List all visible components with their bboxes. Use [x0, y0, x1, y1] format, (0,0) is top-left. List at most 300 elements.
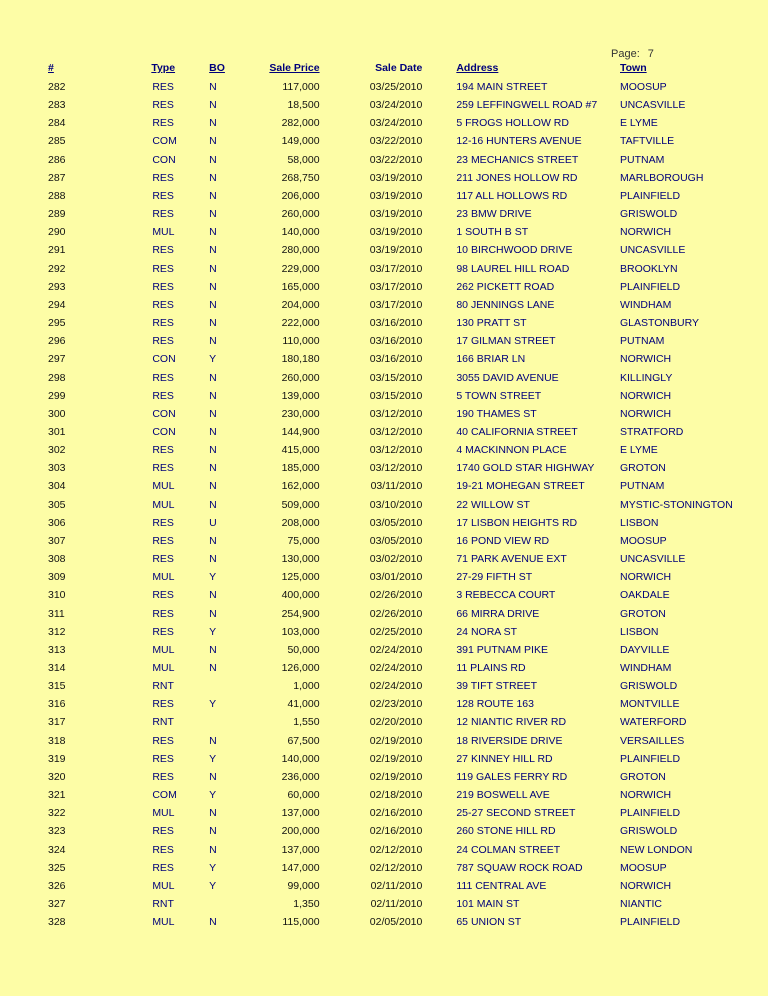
cell-town: PLAINFIELD	[620, 752, 681, 765]
cell-sale-price: 400,000	[281, 589, 320, 602]
cell-sale-date: 02/20/2010	[369, 716, 423, 729]
cell-sale-date: 02/23/2010	[369, 698, 423, 711]
cell-bo: N	[209, 226, 217, 239]
cell-number: 296	[48, 335, 66, 348]
cell-sale-price: 254,900	[281, 607, 320, 620]
cell-address: 24 NORA ST	[456, 625, 518, 638]
cell-sale-price: 137,000	[281, 807, 320, 820]
cell-number: 295	[48, 317, 66, 330]
cell-number: 304	[48, 480, 66, 493]
table-row	[0, 659, 768, 677]
cell-sale-date: 03/17/2010	[369, 298, 423, 311]
table-row	[0, 514, 768, 532]
cell-sale-price: 137,000	[281, 843, 320, 856]
table-row	[0, 423, 768, 441]
cell-number: 316	[48, 698, 66, 711]
table-row	[0, 641, 768, 659]
cell-type: MUL	[152, 643, 175, 656]
cell-sale-date: 03/12/2010	[369, 444, 423, 457]
cell-number: 310	[48, 589, 66, 602]
cell-sale-price: 185,000	[281, 462, 320, 475]
cell-address: 23 BMW DRIVE	[456, 208, 532, 221]
cell-sale-price: 147,000	[281, 861, 320, 874]
cell-number: 325	[48, 861, 66, 874]
cell-bo: N	[209, 117, 217, 130]
cell-address: 98 LAUREL HILL ROAD	[456, 262, 570, 275]
cell-type: COM	[152, 789, 177, 802]
cell-sale-date: 02/24/2010	[369, 680, 423, 693]
cell-type: RES	[152, 99, 174, 112]
page-number: 7	[647, 48, 654, 60]
cell-sale-date: 03/11/2010	[370, 480, 423, 493]
cell-number: 327	[48, 898, 66, 911]
cell-number: 314	[48, 662, 66, 674]
cell-type: RES	[152, 534, 174, 547]
cell-sale-price: 140,000	[281, 226, 320, 239]
cell-sale-price: 58,000	[287, 153, 320, 166]
cell-address: 80 JENNINGS LANE	[456, 298, 555, 311]
cell-number: 323	[48, 825, 66, 838]
cell-sale-date: 02/16/2010	[369, 825, 423, 838]
cell-bo: N	[209, 770, 217, 783]
cell-sale-date: 02/24/2010	[369, 662, 423, 674]
cell-address: 23 MECHANICS STREET	[456, 153, 579, 166]
cell-type: CON	[152, 153, 176, 166]
cell-number: 308	[48, 553, 66, 566]
cell-type: RES	[152, 462, 174, 475]
cell-type: RES	[152, 444, 174, 457]
cell-number: 306	[48, 516, 66, 529]
cell-sale-price: 260,000	[281, 371, 320, 384]
cell-number: 297	[48, 353, 66, 366]
cell-address: 71 PARK AVENUE EXT	[456, 553, 567, 566]
cell-town: PUTNAM	[620, 335, 665, 348]
cell-bo: N	[209, 607, 217, 620]
table-body	[0, 78, 768, 931]
table-row	[0, 586, 768, 604]
cell-type: RES	[152, 553, 174, 566]
cell-sale-date: 02/11/2010	[370, 898, 423, 911]
cell-sale-date: 03/22/2010	[369, 135, 423, 148]
cell-address: 211 JONES HOLLOW RD	[456, 171, 578, 184]
cell-type: COM	[152, 135, 177, 148]
cell-number: 284	[48, 117, 66, 130]
cell-sale-price: 110,000	[282, 335, 320, 348]
cell-type: MUL	[152, 807, 175, 820]
table-row	[0, 550, 768, 568]
cell-number: 320	[48, 770, 66, 783]
cell-town: KILLINGLY	[620, 371, 673, 384]
cell-bo: N	[209, 189, 217, 202]
cell-bo: N	[209, 298, 217, 311]
table-row	[0, 605, 768, 623]
cell-sale-date: 02/25/2010	[369, 625, 423, 638]
cell-sale-date: 03/17/2010	[369, 280, 423, 293]
cell-number: 305	[48, 498, 66, 511]
cell-type: CON	[152, 407, 176, 420]
cell-type: RES	[152, 516, 174, 529]
table-row	[0, 151, 768, 169]
table-row	[0, 859, 768, 877]
cell-type: MUL	[152, 662, 175, 674]
cell-type: RNT	[152, 898, 174, 911]
cell-number: 293	[48, 280, 66, 293]
header-town: Town	[620, 62, 647, 74]
cell-town: VERSAILLES	[620, 734, 685, 747]
cell-bo: N	[209, 317, 217, 330]
cell-bo	[196, 713, 233, 731]
cell-bo: Y	[209, 879, 217, 892]
cell-bo: N	[209, 371, 217, 384]
cell-town: WINDHAM	[620, 662, 672, 674]
cell-number: 322	[48, 807, 66, 820]
cell-address: 11 PLAINS RD	[456, 662, 526, 674]
cell-bo: Y	[209, 752, 217, 765]
cell-sale-date: 03/25/2010	[369, 81, 423, 93]
table-row	[0, 369, 768, 387]
cell-town: MOOSUP	[620, 861, 667, 874]
cell-sale-date: 02/12/2010	[369, 843, 423, 856]
table-row	[0, 260, 768, 278]
cell-town: NORWICH	[620, 879, 672, 892]
cell-address: 194 MAIN STREET	[456, 81, 548, 93]
cell-address: 260 STONE HILL RD	[456, 825, 556, 838]
cell-town: DAYVILLE	[620, 643, 670, 656]
cell-sale-date: 03/19/2010	[369, 244, 423, 257]
cell-bo: N	[209, 589, 217, 602]
table-row	[0, 78, 768, 96]
cell-sale-date: 03/15/2010	[369, 389, 423, 402]
table-row	[0, 350, 768, 368]
table-row	[0, 532, 768, 550]
cell-sale-date: 02/19/2010	[369, 734, 423, 747]
cell-address: 16 POND VIEW RD	[456, 534, 550, 547]
cell-number: 292	[48, 262, 66, 275]
cell-sale-price: 75,000	[287, 534, 320, 547]
cell-town: WINDHAM	[620, 298, 672, 311]
cell-bo	[196, 677, 233, 695]
cell-sale-date: 02/19/2010	[369, 752, 423, 765]
cell-number: 303	[48, 462, 66, 475]
table-row	[0, 895, 768, 913]
cell-sale-date: 03/24/2010	[369, 99, 423, 112]
table-row	[0, 786, 768, 804]
cell-number: 283	[48, 99, 66, 112]
cell-bo: N	[209, 462, 217, 475]
cell-number: 300	[48, 407, 66, 420]
sales-table	[0, 59, 768, 931]
cell-address: 65 UNION ST	[456, 916, 522, 929]
cell-address: 166 BRIAR LN	[456, 353, 526, 366]
cell-number: 298	[48, 371, 66, 384]
cell-type: RES	[152, 189, 174, 202]
cell-town: PUTNAM	[620, 480, 665, 493]
cell-address: 66 MIRRA DRIVE	[456, 607, 540, 620]
cell-bo: N	[209, 171, 217, 184]
cell-bo: N	[209, 534, 217, 547]
table-row	[0, 169, 768, 187]
cell-bo: N	[209, 825, 217, 838]
cell-address: 12-16 HUNTERS AVENUE	[456, 135, 582, 148]
cell-town: PLAINFIELD	[620, 916, 681, 929]
cell-town: MOOSUP	[620, 534, 667, 547]
cell-number: 301	[48, 425, 66, 438]
cell-number: 312	[48, 625, 66, 638]
table-header-row	[0, 59, 768, 78]
cell-type: RES	[152, 371, 174, 384]
cell-town: GRISWOLD	[620, 825, 678, 838]
cell-sale-price: 1,550	[293, 716, 320, 729]
cell-sale-price: 180,180	[281, 353, 320, 366]
table-row	[0, 278, 768, 296]
cell-sale-date: 03/22/2010	[369, 153, 423, 166]
table-row	[0, 768, 768, 786]
cell-address: 259 LEFFINGWELL ROAD #7	[456, 99, 598, 112]
cell-address: 391 PUTNAM PIKE	[456, 643, 548, 656]
cell-number: 326	[48, 879, 66, 892]
cell-town: LISBON	[620, 625, 659, 638]
cell-town: NORWICH	[620, 789, 672, 802]
cell-town: STRATFORD	[620, 425, 684, 438]
cell-type: MUL	[152, 571, 175, 584]
cell-bo: N	[209, 407, 217, 420]
cell-address: 22 WILLOW ST	[456, 498, 530, 511]
cell-type: MUL	[152, 916, 175, 929]
cell-sale-price: 60,000	[287, 789, 320, 802]
cell-town: UNCASVILLE	[620, 244, 686, 257]
cell-bo: Y	[209, 625, 217, 638]
cell-number: 285	[48, 135, 66, 148]
cell-sale-price: 41,000	[287, 698, 320, 711]
table-row	[0, 441, 768, 459]
cell-town: NEW LONDON	[620, 843, 693, 856]
cell-sale-price: 162,000	[281, 480, 320, 493]
cell-address: 5 FROGS HOLLOW RD	[456, 117, 569, 130]
cell-bo: Y	[209, 698, 217, 711]
cell-town: NORWICH	[620, 389, 672, 402]
cell-type: MUL	[152, 879, 175, 892]
table-row	[0, 677, 768, 695]
cell-sale-date: 03/05/2010	[369, 516, 423, 529]
table-row	[0, 405, 768, 423]
cell-town: UNCASVILLE	[620, 553, 686, 566]
cell-sale-price: 1,000	[293, 680, 320, 693]
cell-sale-price: 282,000	[281, 117, 320, 130]
cell-type: MUL	[152, 498, 175, 511]
cell-type: RES	[152, 825, 174, 838]
cell-number: 318	[48, 734, 66, 747]
cell-number: 319	[48, 752, 66, 765]
cell-bo: N	[209, 662, 217, 674]
table-row	[0, 732, 768, 750]
cell-bo: N	[209, 807, 217, 820]
cell-town: WATERFORD	[620, 716, 687, 729]
cell-bo: N	[209, 244, 217, 257]
cell-bo: N	[209, 389, 217, 402]
table-row	[0, 568, 768, 586]
table-row	[0, 132, 768, 150]
cell-address: 130 PRATT ST	[456, 317, 527, 330]
cell-sale-date: 02/18/2010	[369, 789, 423, 802]
cell-sale-price: 149,000	[281, 135, 320, 148]
cell-bo: N	[209, 153, 217, 166]
cell-sale-date: 03/02/2010	[369, 553, 423, 566]
table-row	[0, 314, 768, 332]
cell-number: 311	[48, 607, 65, 620]
cell-sale-date: 03/16/2010	[369, 317, 423, 330]
cell-bo: N	[209, 643, 217, 656]
cell-sale-price: 280,000	[281, 244, 320, 257]
cell-sale-date: 03/19/2010	[369, 208, 423, 221]
cell-type: RES	[152, 607, 174, 620]
cell-town: OAKDALE	[620, 589, 670, 602]
cell-type: RES	[152, 117, 174, 130]
cell-type: RES	[152, 208, 174, 221]
cell-town: MONTVILLE	[620, 698, 680, 711]
cell-number: 288	[48, 189, 66, 202]
cell-bo: Y	[209, 571, 217, 584]
cell-bo	[196, 895, 233, 913]
cell-address: 19-21 MOHEGAN STREET	[456, 480, 585, 493]
cell-type: RES	[152, 698, 174, 711]
cell-number: 309	[48, 571, 66, 584]
cell-address: 101 MAIN ST	[456, 898, 520, 911]
cell-type: RES	[152, 335, 174, 348]
cell-town: TAFTVILLE	[620, 135, 675, 148]
cell-number: 315	[48, 680, 66, 693]
table-row	[0, 695, 768, 713]
cell-town: NORWICH	[620, 353, 672, 366]
cell-address: 27-29 FIFTH ST	[456, 571, 533, 584]
cell-sale-date: 03/24/2010	[369, 117, 423, 130]
cell-sale-price: 139,000	[281, 389, 320, 402]
cell-sale-price: 200,000	[281, 825, 320, 838]
table-row	[0, 713, 768, 731]
cell-bo: N	[209, 335, 217, 348]
cell-sale-price: 130,000	[281, 553, 320, 566]
cell-address: 4 MACKINNON PLACE	[456, 444, 567, 457]
cell-town: NORWICH	[620, 226, 672, 239]
cell-number: 286	[48, 153, 66, 166]
cell-sale-price: 509,000	[281, 498, 320, 511]
cell-sale-date: 02/11/2010	[370, 879, 423, 892]
cell-sale-price: 222,000	[281, 317, 320, 330]
cell-sale-price: 268,750	[281, 171, 320, 184]
cell-town: GROTON	[620, 607, 666, 620]
table-row	[0, 223, 768, 241]
table-row	[0, 623, 768, 641]
cell-sale-date: 02/24/2010	[369, 643, 423, 656]
cell-type: RES	[152, 625, 174, 638]
cell-address: 39 TIFT STREET	[456, 680, 538, 693]
cell-sale-date: 03/12/2010	[369, 425, 423, 438]
header-bo: BO	[209, 62, 225, 74]
cell-type: RNT	[152, 716, 174, 729]
cell-town: GROTON	[620, 462, 666, 475]
cell-number: 328	[48, 916, 66, 929]
cell-town: UNCASVILLE	[620, 99, 686, 112]
table-row	[0, 205, 768, 223]
cell-town: BROOKLYN	[620, 262, 678, 275]
cell-bo: Y	[209, 353, 217, 366]
cell-type: RES	[152, 770, 174, 783]
cell-address: 40 CALIFORNIA STREET	[456, 425, 578, 438]
cell-address: 3055 DAVID AVENUE	[456, 371, 559, 384]
cell-bo: N	[209, 280, 217, 293]
table-row	[0, 477, 768, 495]
header-number: #	[48, 62, 54, 74]
cell-sale-price: 229,000	[281, 262, 320, 275]
cell-town: PUTNAM	[620, 153, 665, 166]
cell-number: 324	[48, 843, 66, 856]
cell-bo: N	[209, 916, 217, 929]
cell-sale-price: 165,000	[281, 280, 320, 293]
header-sale-price: Sale Price	[269, 62, 320, 74]
cell-bo: N	[209, 553, 217, 566]
cell-town: GLASTONBURY	[620, 317, 699, 330]
table-row	[0, 387, 768, 405]
cell-address: 190 THAMES ST	[456, 407, 537, 420]
cell-town: NORWICH	[620, 571, 672, 584]
cell-bo: N	[209, 425, 217, 438]
table-row	[0, 187, 768, 205]
cell-address: 787 SQUAW ROCK ROAD	[456, 861, 583, 874]
cell-sale-price: 260,000	[281, 208, 320, 221]
cell-number: 321	[48, 789, 66, 802]
cell-number: 290	[48, 226, 66, 239]
table-row	[0, 296, 768, 314]
header-address: Address	[456, 62, 499, 74]
cell-address: 24 COLMAN STREET	[456, 843, 561, 856]
cell-type: RES	[152, 843, 174, 856]
cell-type: RES	[152, 389, 174, 402]
table-row	[0, 114, 768, 132]
cell-address: 1 SOUTH B ST	[456, 226, 529, 239]
cell-town: E LYME	[620, 444, 658, 457]
cell-address: 25-27 SECOND STREET	[456, 807, 576, 820]
cell-address: 117 ALL HOLLOWS RD	[456, 189, 568, 202]
table-row	[0, 822, 768, 840]
cell-town: E LYME	[620, 117, 658, 130]
table-row	[0, 96, 768, 114]
cell-town: PLAINFIELD	[620, 807, 681, 820]
cell-type: RES	[152, 734, 174, 747]
cell-sale-date: 03/16/2010	[369, 353, 423, 366]
cell-sale-price: 230,000	[281, 407, 320, 420]
cell-sale-date: 03/15/2010	[369, 371, 423, 384]
cell-sale-date: 03/16/2010	[369, 335, 423, 348]
cell-sale-date: 03/10/2010	[369, 498, 423, 511]
cell-sale-price: 1,350	[293, 898, 320, 911]
cell-town: GRISWOLD	[620, 680, 678, 693]
cell-type: CON	[152, 353, 176, 366]
cell-bo: N	[209, 262, 217, 275]
cell-sale-date: 02/12/2010	[369, 861, 423, 874]
cell-sale-date: 02/05/2010	[369, 916, 423, 929]
cell-sale-price: 50,000	[287, 643, 320, 656]
cell-type: RES	[152, 298, 174, 311]
cell-town: GRISWOLD	[620, 208, 678, 221]
cell-sale-price: 103,000	[281, 625, 320, 638]
cell-number: 282	[48, 81, 66, 93]
page-label-text: Page:	[611, 48, 640, 60]
cell-sale-price: 117,000	[282, 81, 320, 93]
cell-type: CON	[152, 425, 176, 438]
cell-sale-price: 206,000	[281, 189, 320, 202]
cell-number: 294	[48, 298, 66, 311]
header-type: Type	[151, 62, 176, 74]
table-row	[0, 750, 768, 768]
